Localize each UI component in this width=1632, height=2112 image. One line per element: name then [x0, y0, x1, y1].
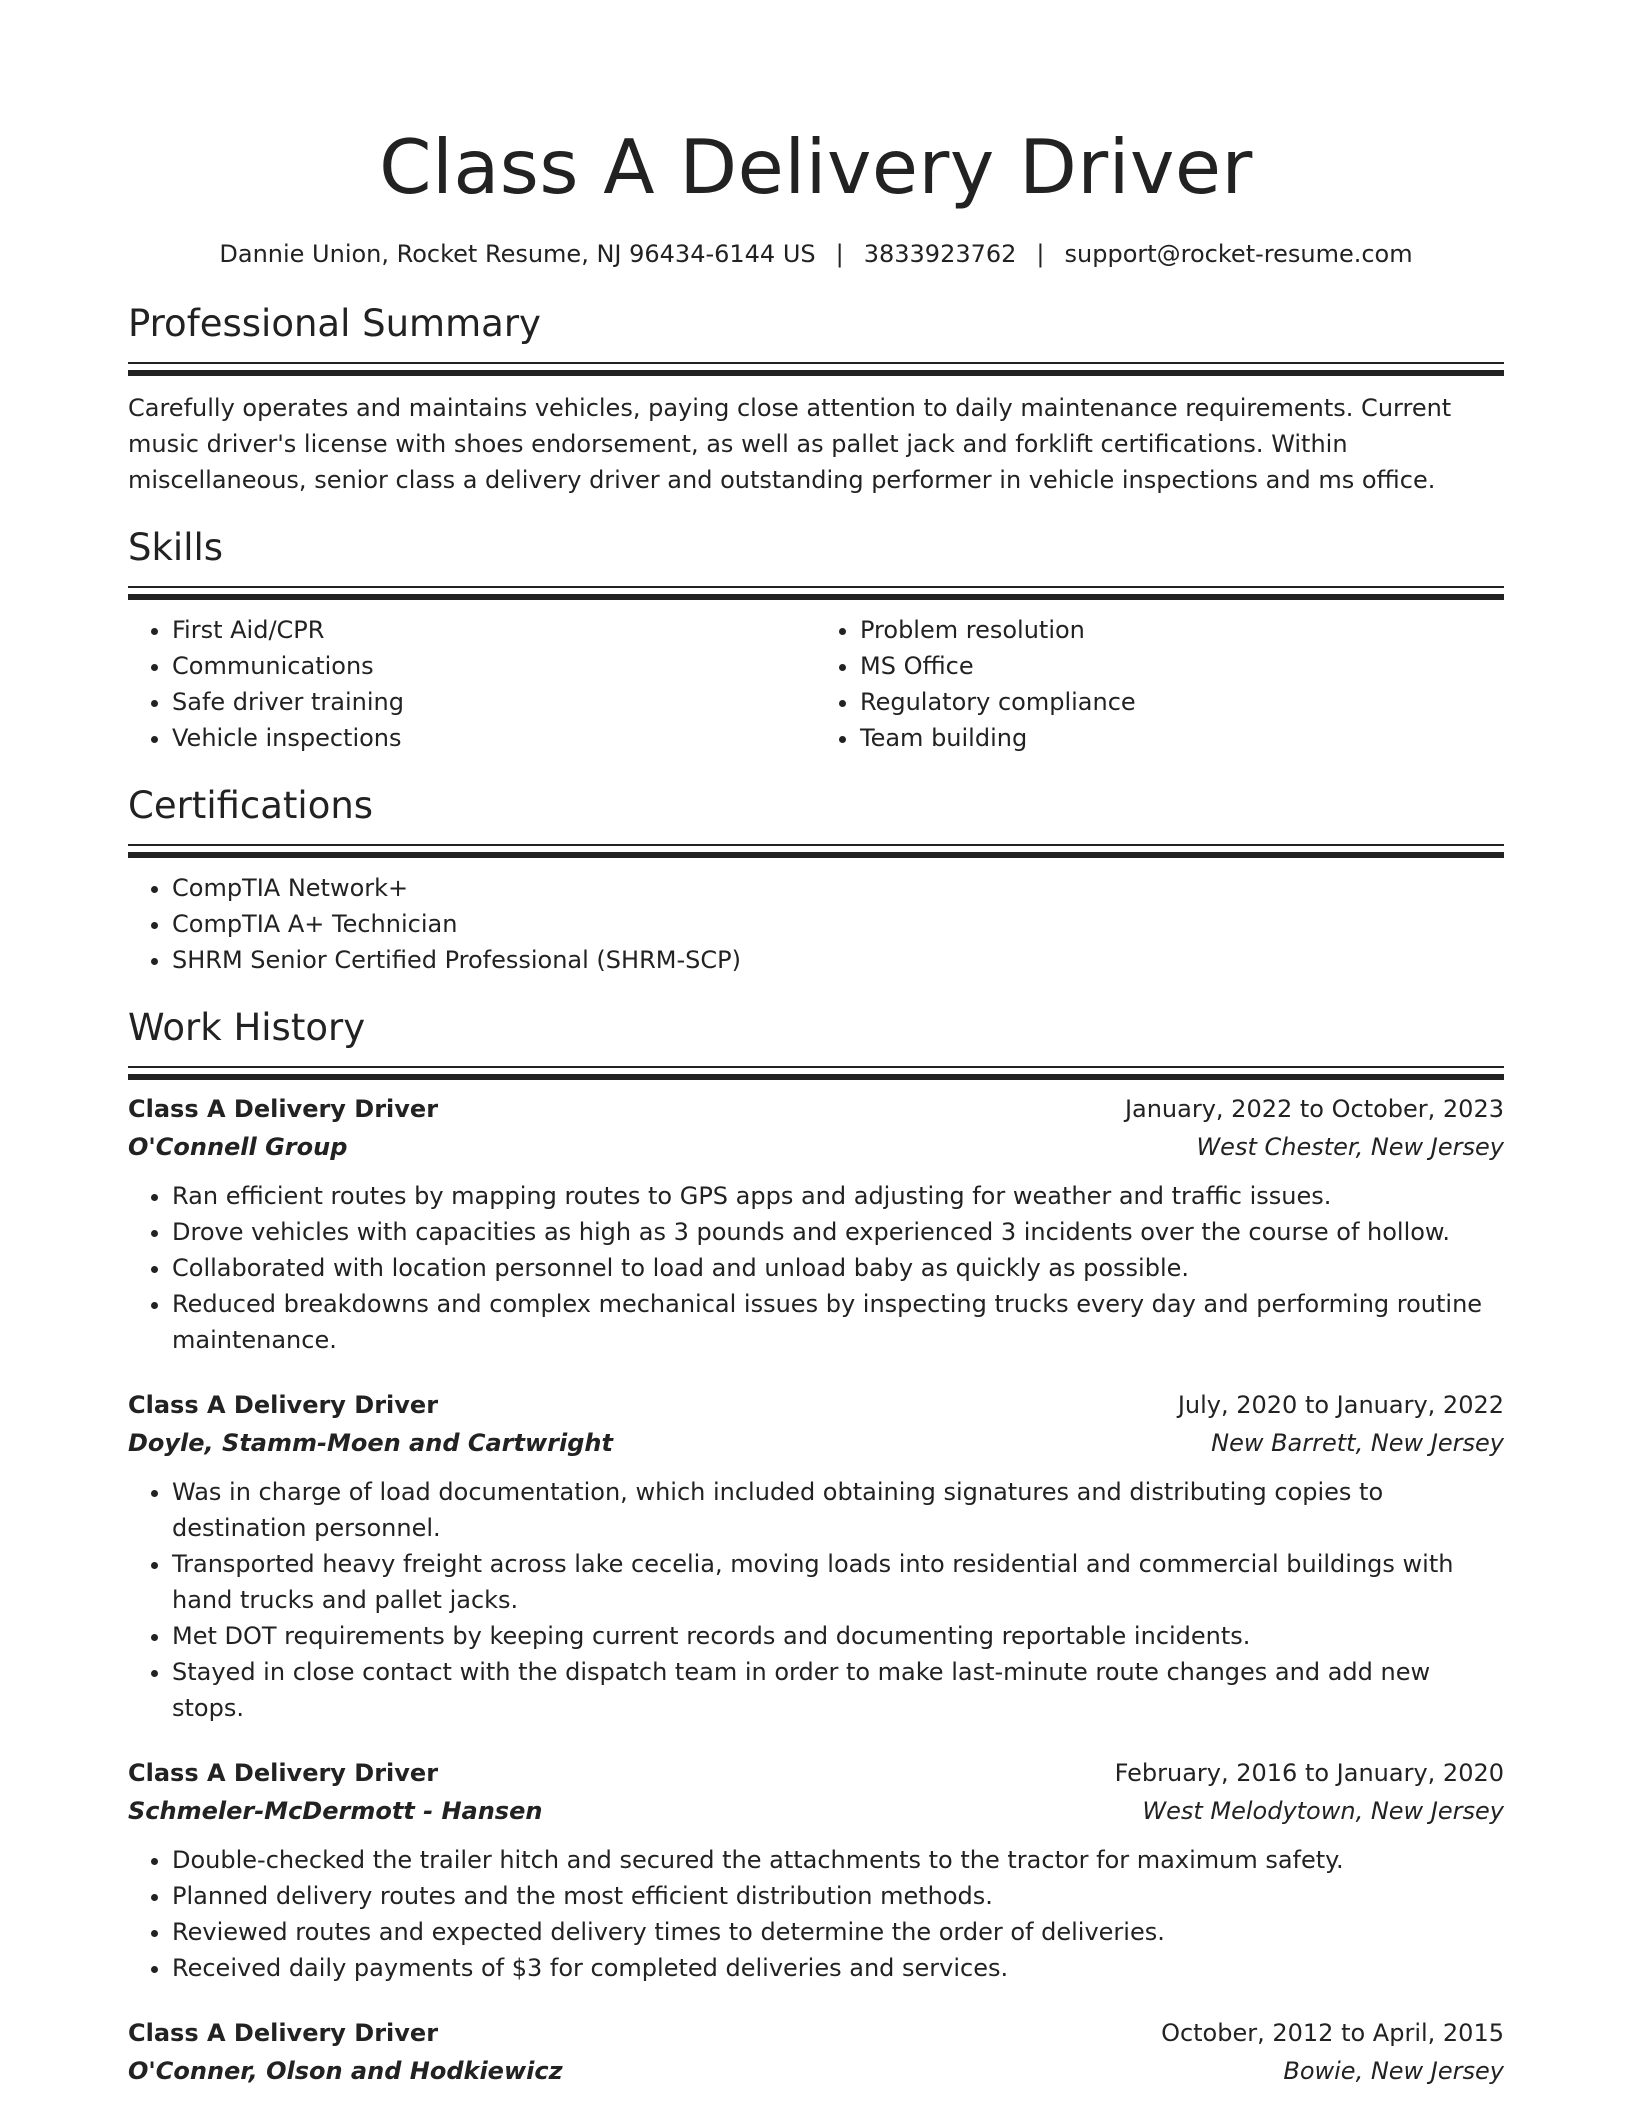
job-bullet: • Planned delivery routes and the most efficient distribution methods.: [172, 1878, 1504, 1914]
job-bullets: [128, 1474, 1504, 1726]
section-heading: Professional Summary: [128, 302, 541, 345]
section-rule: [128, 586, 1504, 600]
job-bullet: • Drove vehicles with capacities as high as 3 pounds and experienced 3 incidents over the course of hollow.: [172, 1214, 1504, 1250]
skill-item: • Regulatory compliance: [860, 684, 1504, 720]
job-company: O'Conner, Olson and Hodkiewicz: [128, 2057, 563, 2085]
job-bullet: • Reviewed routes and expected delivery times to determine the order of deliveries.: [172, 1914, 1504, 1950]
job-title: Class A Delivery Driver: [128, 1759, 439, 1787]
job-header-row: [128, 2014, 1504, 2052]
job-entry: [128, 2014, 1504, 2090]
job-location: West Melodytown, New Jersey: [1142, 1797, 1504, 1825]
contact-separator: |: [1036, 240, 1045, 268]
job-dates: February, 2016 to January, 2020: [1114, 1759, 1504, 1787]
skill-item: • Problem resolution: [860, 612, 1504, 648]
resume-title: Class A Delivery Driver: [379, 123, 1253, 211]
skills-left-list: [128, 612, 816, 756]
contact-phone: 3833923762: [863, 240, 1017, 268]
skills-section: [128, 524, 1504, 756]
contact-separator: |: [835, 240, 844, 268]
job-bullets: [128, 1178, 1504, 1358]
section-heading: Work History: [128, 1006, 366, 1049]
job-company-row: [128, 1792, 1504, 1830]
certification-item: • SHRM Senior Certified Professional (SHRM-SCP): [172, 942, 1504, 978]
job-company-row: [128, 2052, 1504, 2090]
job-entry: [128, 1754, 1504, 1986]
job-bullets: [128, 1842, 1504, 1986]
job-header-row: [128, 1090, 1504, 1128]
job-bullet: • Transported heavy freight across lake cecelia, moving loads into residential and commercial buildings with hand trucks and pallet jacks.: [172, 1546, 1504, 1618]
section-rule: [128, 362, 1504, 376]
job-location: West Chester, New Jersey: [1196, 1133, 1504, 1161]
job-title: Class A Delivery Driver: [128, 1095, 439, 1123]
job-entry: [128, 1090, 1504, 1358]
certifications-list: [128, 870, 1504, 978]
job-entry: [128, 1386, 1504, 1726]
job-bullet: • Was in charge of load documentation, which included obtaining signatures and distributing copies to destination personnel.: [172, 1474, 1504, 1546]
job-bullet: • Reduced breakdowns and complex mechanical issues by inspecting trucks every day and performing routine maintenance.: [172, 1286, 1504, 1358]
section-rule: [128, 844, 1504, 858]
job-title: Class A Delivery Driver: [128, 2019, 439, 2047]
section-heading: Certifications: [128, 784, 374, 827]
job-dates: January, 2022 to October, 2023: [1124, 1095, 1504, 1123]
summary-section: [128, 300, 1504, 498]
skill-item: • First Aid/CPR: [172, 612, 816, 648]
skill-item: • MS Office: [860, 648, 1504, 684]
job-bullet: • Double-checked the trailer hitch and secured the attachments to the tractor for maximum safety.: [172, 1842, 1504, 1878]
certifications-section: [128, 782, 1504, 978]
job-company-row: [128, 1424, 1504, 1462]
job-bullet: • Met DOT requirements by keeping current records and documenting reportable incidents.: [172, 1618, 1504, 1654]
job-location: Bowie, New Jersey: [1283, 2057, 1504, 2085]
job-location: New Barrett, New Jersey: [1211, 1429, 1504, 1457]
job-company: O'Connell Group: [128, 1133, 348, 1161]
skills-grid: [128, 612, 1504, 756]
job-dates: July, 2020 to January, 2022: [1177, 1391, 1504, 1419]
skill-item: • Safe driver training: [172, 684, 816, 720]
skills-right-list: [816, 612, 1504, 756]
job-company: Schmeler-McDermott - Hansen: [128, 1797, 543, 1825]
job-title: Class A Delivery Driver: [128, 1391, 439, 1419]
certification-item: • CompTIA A+ Technician: [172, 906, 1504, 942]
contact-line: [128, 238, 1504, 270]
skill-item: • Vehicle inspections: [172, 720, 816, 756]
certification-item: • CompTIA Network+: [172, 870, 1504, 906]
skill-item: • Team building: [860, 720, 1504, 756]
job-header-row: [128, 1754, 1504, 1792]
summary-text: Carefully operates and maintains vehicles, paying close attention to daily maintenance requirements. Current music driver's license with shoes endorsement, as well as pallet jack and forklift certifications. Within miscellaneous, senior class a delivery driver and outstanding performer in vehicle inspections and ms office.: [128, 394, 1452, 494]
job-bullet: • Ran efficient routes by mapping routes to GPS apps and adjusting for weather and traffic issues.: [172, 1178, 1504, 1214]
job-bullet: • Collaborated with location personnel to load and unload baby as quickly as possible.: [172, 1250, 1504, 1286]
work-history-section: [128, 1004, 1504, 2090]
contact-address: Dannie Union, Rocket Resume, NJ 96434-6144 US: [219, 240, 816, 268]
skill-item: • Communications: [172, 648, 816, 684]
job-company-row: [128, 1128, 1504, 1166]
job-dates: October, 2012 to April, 2015: [1161, 2019, 1504, 2047]
job-bullet: • Stayed in close contact with the dispatch team in order to make last-minute route changes and add new stops.: [172, 1654, 1504, 1726]
job-bullet: • Received daily payments of $3 for completed deliveries and services.: [172, 1950, 1504, 1986]
job-header-row: [128, 1386, 1504, 1424]
section-heading: Skills: [128, 526, 224, 569]
contact-email: support@rocket-resume.com: [1064, 240, 1413, 268]
job-company: Doyle, Stamm-Moen and Cartwright: [128, 1429, 613, 1457]
section-rule: [128, 1066, 1504, 1080]
